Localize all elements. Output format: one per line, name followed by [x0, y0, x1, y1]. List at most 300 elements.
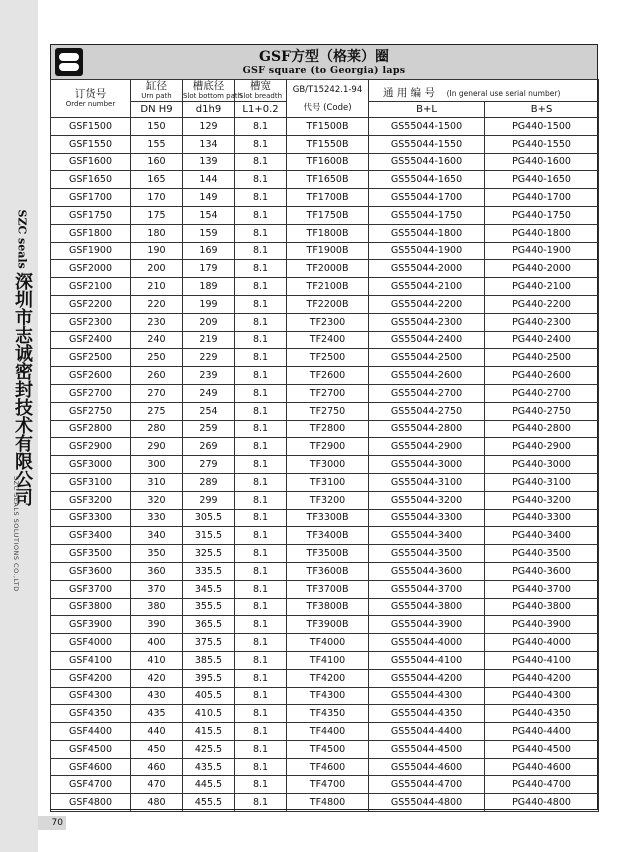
cell-slot-bottom: 209 — [183, 313, 235, 331]
cell-order-number: GSF3400 — [51, 527, 131, 545]
cell-slot-bottom: 269 — [183, 438, 235, 456]
cell-gb-code: TF1800B — [287, 224, 369, 242]
cell-slot-width: 8.1 — [235, 135, 287, 153]
cell-gb-code: TF1500B — [287, 118, 369, 136]
cell-order-number: GSF1650 — [51, 171, 131, 189]
cell-slot-width: 8.1 — [235, 420, 287, 438]
cell-serial-bl: GS55044-2200 — [369, 295, 485, 313]
cell-serial-bl: GS55044-1900 — [369, 242, 485, 260]
cell-gb-code: TF2900 — [287, 438, 369, 456]
header-order-zh: 订货号 — [74, 88, 107, 100]
table-row — [51, 420, 599, 438]
cell-order-number: GSF1600 — [51, 153, 131, 171]
cell-cylinder-bore: 420 — [131, 669, 183, 687]
cell-serial-bs: PG440-1650 — [485, 171, 599, 189]
cell-cylinder-bore: 270 — [131, 384, 183, 402]
cell-serial-bl: GS55044-2300 — [369, 313, 485, 331]
header-bl: B+L — [369, 102, 485, 118]
cell-serial-bl: GS55044-1750 — [369, 206, 485, 224]
cell-slot-bottom: 305.5 — [183, 509, 235, 527]
cell-serial-bl: GS55044-4200 — [369, 669, 485, 687]
cell-serial-bs: PG440-3300 — [485, 509, 599, 527]
cell-serial-bl: GS55044-4400 — [369, 723, 485, 741]
cell-slot-bottom: 249 — [183, 384, 235, 402]
cell-serial-bs: PG440-4400 — [485, 723, 599, 741]
cell-order-number: GSF4200 — [51, 669, 131, 687]
company-logo: SZC seals — [15, 209, 29, 269]
cell-serial-bs: PG440-4300 — [485, 687, 599, 705]
cell-gb-code: TF3300B — [287, 509, 369, 527]
cell-slot-width: 8.1 — [235, 473, 287, 491]
cell-serial-bl: GS55044-3100 — [369, 473, 485, 491]
table-row — [51, 491, 599, 509]
cell-order-number: GSF3700 — [51, 580, 131, 598]
table-row — [51, 562, 599, 580]
cell-serial-bl: GS55044-4700 — [369, 776, 485, 794]
table-row — [51, 723, 599, 741]
cell-cylinder-bore: 250 — [131, 349, 183, 367]
cell-cylinder-bore: 450 — [131, 740, 183, 758]
table-row — [51, 509, 599, 527]
cell-slot-bottom: 325.5 — [183, 545, 235, 563]
cell-cylinder-bore: 165 — [131, 171, 183, 189]
cell-slot-bottom: 385.5 — [183, 651, 235, 669]
cell-slot-width: 8.1 — [235, 723, 287, 741]
cell-slot-width: 8.1 — [235, 349, 287, 367]
cell-serial-bl: GS55044-1800 — [369, 224, 485, 242]
header-cylinder — [131, 80, 183, 102]
cell-serial-bs: PG440-3200 — [485, 491, 599, 509]
table-row — [51, 189, 599, 207]
cell-slot-bottom: 415.5 — [183, 723, 235, 741]
cell-serial-bl: GS55044-4500 — [369, 740, 485, 758]
cell-slot-width: 8.1 — [235, 740, 287, 758]
cell-slot-width: 8.1 — [235, 367, 287, 385]
cell-slot-bottom: 405.5 — [183, 687, 235, 705]
cell-slot-bottom: 395.5 — [183, 669, 235, 687]
cell-serial-bs: PG440-2600 — [485, 367, 599, 385]
cell-gb-code: TF3500B — [287, 545, 369, 563]
cell-order-number: GSF3600 — [51, 562, 131, 580]
cell-serial-bl: GS55044-1550 — [369, 135, 485, 153]
header-bs: B+S — [485, 102, 599, 118]
cell-slot-bottom: 375.5 — [183, 634, 235, 652]
cell-cylinder-bore: 190 — [131, 242, 183, 260]
cell-order-number: GSF3500 — [51, 545, 131, 563]
cell-serial-bs: PG440-4350 — [485, 705, 599, 723]
cell-serial-bs: PG440-4000 — [485, 634, 599, 652]
cell-serial-bs: PG440-4500 — [485, 740, 599, 758]
cell-cylinder-bore: 260 — [131, 367, 183, 385]
cell-cylinder-bore: 280 — [131, 420, 183, 438]
cell-slot-width: 8.1 — [235, 153, 287, 171]
cell-slot-bottom: 365.5 — [183, 616, 235, 634]
cell-gb-code: TF2100B — [287, 278, 369, 296]
header-width-zh: 槽宽 — [250, 80, 271, 92]
cell-serial-bs: PG440-1600 — [485, 153, 599, 171]
cell-serial-bs: PG440-1700 — [485, 189, 599, 207]
cell-cylinder-bore: 410 — [131, 651, 183, 669]
table-row — [51, 580, 599, 598]
cell-order-number: GSF2500 — [51, 349, 131, 367]
cell-serial-bs: PG440-2200 — [485, 295, 599, 313]
cell-slot-width: 8.1 — [235, 687, 287, 705]
cell-gb-code: TF2700 — [287, 384, 369, 402]
cell-slot-bottom: 335.5 — [183, 562, 235, 580]
table-row — [51, 331, 599, 349]
cell-order-number: GSF4000 — [51, 634, 131, 652]
table-row — [51, 206, 599, 224]
table-row — [51, 687, 599, 705]
table-row — [51, 260, 599, 278]
header-slot-sym: d1h9 — [183, 102, 235, 118]
cell-slot-width: 8.1 — [235, 189, 287, 207]
cell-slot-bottom: 259 — [183, 420, 235, 438]
cell-cylinder-bore: 440 — [131, 723, 183, 741]
cell-slot-bottom: 455.5 — [183, 794, 235, 812]
cell-gb-code: TF2200B — [287, 295, 369, 313]
cell-serial-bs: PG440-4200 — [485, 669, 599, 687]
cell-order-number: GSF4350 — [51, 705, 131, 723]
cell-slot-bottom: 219 — [183, 331, 235, 349]
cell-serial-bs: PG440-2750 — [485, 402, 599, 420]
cell-order-number: GSF3800 — [51, 598, 131, 616]
cell-serial-bl: GS55044-4600 — [369, 758, 485, 776]
cell-gb-code: TF3400B — [287, 527, 369, 545]
page-subtitle: GSF square (to Georgia) laps — [242, 65, 406, 76]
cell-order-number: GSF3000 — [51, 456, 131, 474]
cell-serial-bl: GS55044-3800 — [369, 598, 485, 616]
cell-gb-code: TF1700B — [287, 189, 369, 207]
cell-gb-code: TF2300 — [287, 313, 369, 331]
header-width — [235, 80, 287, 102]
cell-slot-bottom: 189 — [183, 278, 235, 296]
cell-serial-bl: GS55044-2750 — [369, 402, 485, 420]
cell-slot-bottom: 144 — [183, 171, 235, 189]
cell-serial-bs: PG440-4100 — [485, 651, 599, 669]
table-row — [51, 634, 599, 652]
cell-cylinder-bore: 200 — [131, 260, 183, 278]
cell-cylinder-bore: 220 — [131, 295, 183, 313]
cell-cylinder-bore: 240 — [131, 331, 183, 349]
table-row — [51, 527, 599, 545]
cell-serial-bs: PG440-3100 — [485, 473, 599, 491]
cell-slot-width: 8.1 — [235, 278, 287, 296]
table-row — [51, 669, 599, 687]
cell-serial-bs: PG440-2000 — [485, 260, 599, 278]
cell-serial-bl: GS55044-3900 — [369, 616, 485, 634]
cell-serial-bs: PG440-3900 — [485, 616, 599, 634]
cell-serial-bs: PG440-4800 — [485, 794, 599, 812]
cell-gb-code: TF1550B — [287, 135, 369, 153]
header-gb-code: 代号 (Code) — [303, 102, 352, 113]
cell-order-number: GSF2100 — [51, 278, 131, 296]
cell-serial-bs: PG440-3400 — [485, 527, 599, 545]
cell-cylinder-bore: 290 — [131, 438, 183, 456]
cell-slot-width: 8.1 — [235, 509, 287, 527]
cell-serial-bl: GS55044-3000 — [369, 456, 485, 474]
cell-serial-bs: PG440-2900 — [485, 438, 599, 456]
cell-slot-bottom: 445.5 — [183, 776, 235, 794]
cell-slot-width: 8.1 — [235, 491, 287, 509]
cell-order-number: GSF2700 — [51, 384, 131, 402]
cell-slot-bottom: 179 — [183, 260, 235, 278]
cell-serial-bl: GS55044-1700 — [369, 189, 485, 207]
cell-gb-code: TF4200 — [287, 669, 369, 687]
cell-serial-bl: GS55044-2700 — [369, 384, 485, 402]
cell-serial-bs: PG440-2100 — [485, 278, 599, 296]
company-name-zh: 深圳市志诚密封技术有限公司 — [12, 272, 33, 506]
cell-cylinder-bore: 230 — [131, 313, 183, 331]
cell-serial-bl: GS55044-2600 — [369, 367, 485, 385]
cell-order-number: GSF1900 — [51, 242, 131, 260]
cell-slot-bottom: 229 — [183, 349, 235, 367]
cell-gb-code: TF1900B — [287, 242, 369, 260]
header-slot-en: Slot bottom path — [183, 92, 243, 100]
table-row — [51, 616, 599, 634]
cell-slot-width: 8.1 — [235, 242, 287, 260]
cell-gb-code: TF4000 — [287, 634, 369, 652]
cell-serial-bs: PG440-2700 — [485, 384, 599, 402]
cell-order-number: GSF4400 — [51, 723, 131, 741]
cell-order-number: GSF1550 — [51, 135, 131, 153]
cell-order-number: GSF4300 — [51, 687, 131, 705]
cell-cylinder-bore: 320 — [131, 491, 183, 509]
cell-gb-code: TF3200 — [287, 491, 369, 509]
cell-serial-bl: GS55044-1650 — [369, 171, 485, 189]
cell-slot-width: 8.1 — [235, 331, 287, 349]
cell-slot-width: 8.1 — [235, 669, 287, 687]
cell-slot-width: 8.1 — [235, 206, 287, 224]
cell-serial-bl: GS55044-3200 — [369, 491, 485, 509]
header-gb-standard: GB/T15242.1-94 — [292, 84, 363, 95]
spec-table — [50, 79, 599, 812]
cell-slot-width: 8.1 — [235, 580, 287, 598]
cell-gb-code: TF2400 — [287, 331, 369, 349]
cell-cylinder-bore: 390 — [131, 616, 183, 634]
cell-order-number: GSF1500 — [51, 118, 131, 136]
cell-serial-bs: PG440-1750 — [485, 206, 599, 224]
header-slot-zh: 槽底径 — [192, 80, 225, 92]
cell-order-number: GSF1750 — [51, 206, 131, 224]
cell-slot-bottom: 159 — [183, 224, 235, 242]
cell-cylinder-bore: 155 — [131, 135, 183, 153]
cell-slot-bottom: 355.5 — [183, 598, 235, 616]
cell-order-number: GSF2600 — [51, 367, 131, 385]
table-row — [51, 295, 599, 313]
table-row — [51, 758, 599, 776]
cell-slot-width: 8.1 — [235, 313, 287, 331]
table-row — [51, 438, 599, 456]
cell-slot-width: 8.1 — [235, 402, 287, 420]
cell-serial-bs: PG440-3700 — [485, 580, 599, 598]
sidebar-band — [0, 0, 38, 852]
cell-slot-bottom: 410.5 — [183, 705, 235, 723]
header-slot — [183, 80, 243, 102]
cell-gb-code: TF3700B — [287, 580, 369, 598]
cell-slot-width: 8.1 — [235, 616, 287, 634]
cell-serial-bl: GS55044-2000 — [369, 260, 485, 278]
cell-serial-bl: GS55044-4000 — [369, 634, 485, 652]
cell-serial-bs: PG440-2800 — [485, 420, 599, 438]
cell-serial-bs: PG440-2400 — [485, 331, 599, 349]
header-order-en: Order number — [65, 100, 116, 108]
cell-cylinder-bore: 340 — [131, 527, 183, 545]
cell-gb-code: TF4800 — [287, 794, 369, 812]
header-gb — [287, 80, 369, 118]
table-row — [51, 384, 599, 402]
company-name-en: SZC SEALS SOLUTIONS CO.,LTD — [12, 476, 20, 592]
cell-serial-bs: PG440-2300 — [485, 313, 599, 331]
header-width-sym: L1+0.2 — [235, 102, 287, 118]
cell-slot-width: 8.1 — [235, 758, 287, 776]
cell-gb-code: TF3100 — [287, 473, 369, 491]
cell-gb-code: TF4400 — [287, 723, 369, 741]
cell-gb-code: TF1650B — [287, 171, 369, 189]
cell-slot-width: 8.1 — [235, 295, 287, 313]
cell-serial-bs: PG440-4600 — [485, 758, 599, 776]
cell-cylinder-bore: 180 — [131, 224, 183, 242]
cell-cylinder-bore: 275 — [131, 402, 183, 420]
cell-gb-code: TF4500 — [287, 740, 369, 758]
cell-serial-bl: GS55044-2900 — [369, 438, 485, 456]
cell-order-number: GSF2900 — [51, 438, 131, 456]
cell-slot-width: 8.1 — [235, 456, 287, 474]
cell-cylinder-bore: 470 — [131, 776, 183, 794]
cell-gb-code: TF2600 — [287, 367, 369, 385]
table-row — [51, 242, 599, 260]
cell-cylinder-bore: 380 — [131, 598, 183, 616]
cell-serial-bs: PG440-1500 — [485, 118, 599, 136]
table-row — [51, 740, 599, 758]
cell-cylinder-bore: 175 — [131, 206, 183, 224]
cell-order-number: GSF2200 — [51, 295, 131, 313]
cell-order-number: GSF1700 — [51, 189, 131, 207]
table-row — [51, 349, 599, 367]
header-cylinder-sym: DN H9 — [131, 102, 183, 118]
cell-slot-width: 8.1 — [235, 705, 287, 723]
cell-order-number: GSF4100 — [51, 651, 131, 669]
cell-order-number: GSF2300 — [51, 313, 131, 331]
cell-cylinder-bore: 160 — [131, 153, 183, 171]
cell-serial-bs: PG440-4700 — [485, 776, 599, 794]
cell-slot-bottom: 149 — [183, 189, 235, 207]
cell-order-number: GSF3200 — [51, 491, 131, 509]
cell-gb-code: TF2800 — [287, 420, 369, 438]
header-order — [51, 80, 131, 118]
cell-order-number: GSF3900 — [51, 616, 131, 634]
table-row — [51, 473, 599, 491]
cell-slot-bottom: 279 — [183, 456, 235, 474]
cell-serial-bs: PG440-2500 — [485, 349, 599, 367]
cell-serial-bs: PG440-1800 — [485, 224, 599, 242]
cell-cylinder-bore: 360 — [131, 562, 183, 580]
cell-order-number: GSF3300 — [51, 509, 131, 527]
cell-serial-bs: PG440-3500 — [485, 545, 599, 563]
header-width-en: Slot breadth — [238, 92, 283, 100]
cell-slot-width: 8.1 — [235, 776, 287, 794]
cell-slot-bottom: 299 — [183, 491, 235, 509]
cell-slot-width: 8.1 — [235, 384, 287, 402]
table-row — [51, 794, 599, 812]
cell-gb-code: TF3600B — [287, 562, 369, 580]
cell-serial-bl: GS55044-2500 — [369, 349, 485, 367]
cell-serial-bl: GS55044-3400 — [369, 527, 485, 545]
cell-order-number: GSF2400 — [51, 331, 131, 349]
cell-order-number: GSF2800 — [51, 420, 131, 438]
cell-serial-bl: GS55044-1600 — [369, 153, 485, 171]
cell-order-number: GSF4800 — [51, 794, 131, 812]
table-row — [51, 278, 599, 296]
table-row — [51, 402, 599, 420]
cell-cylinder-bore: 150 — [131, 118, 183, 136]
cell-order-number: GSF4600 — [51, 758, 131, 776]
cell-cylinder-bore: 350 — [131, 545, 183, 563]
cell-order-number: GSF4700 — [51, 776, 131, 794]
cell-slot-width: 8.1 — [235, 545, 287, 563]
cell-serial-bl: GS55044-3700 — [369, 580, 485, 598]
cell-slot-width: 8.1 — [235, 171, 287, 189]
cell-cylinder-bore: 370 — [131, 580, 183, 598]
cell-slot-width: 8.1 — [235, 634, 287, 652]
cell-serial-bl: GS55044-4100 — [369, 651, 485, 669]
cell-gb-code: TF2000B — [287, 260, 369, 278]
cell-order-number: GSF2750 — [51, 402, 131, 420]
cell-slot-width: 8.1 — [235, 527, 287, 545]
cell-slot-bottom: 199 — [183, 295, 235, 313]
cell-order-number: GSF2000 — [51, 260, 131, 278]
table-row — [51, 367, 599, 385]
cell-serial-bl: GS55044-4300 — [369, 687, 485, 705]
table-row — [51, 118, 599, 136]
cell-serial-bs: PG440-3600 — [485, 562, 599, 580]
cell-cylinder-bore: 170 — [131, 189, 183, 207]
table-row — [51, 456, 599, 474]
cell-serial-bl: GS55044-2400 — [369, 331, 485, 349]
header-general — [369, 80, 599, 102]
cell-slot-bottom: 345.5 — [183, 580, 235, 598]
cell-slot-bottom: 289 — [183, 473, 235, 491]
cell-slot-width: 8.1 — [235, 794, 287, 812]
cell-slot-bottom: 425.5 — [183, 740, 235, 758]
cell-cylinder-bore: 435 — [131, 705, 183, 723]
header-general-en: (In general use serial number) — [446, 89, 561, 98]
cell-order-number: GSF3100 — [51, 473, 131, 491]
cell-serial-bl: GS55044-2100 — [369, 278, 485, 296]
cell-serial-bs: PG440-3000 — [485, 456, 599, 474]
table-row — [51, 545, 599, 563]
cell-slot-bottom: 139 — [183, 153, 235, 171]
cell-serial-bs: PG440-1900 — [485, 242, 599, 260]
table-row — [51, 153, 599, 171]
cell-slot-width: 8.1 — [235, 562, 287, 580]
cell-slot-width: 8.1 — [235, 438, 287, 456]
cell-serial-bl: GS55044-2800 — [369, 420, 485, 438]
cell-gb-code: TF3900B — [287, 616, 369, 634]
table-row — [51, 313, 599, 331]
header-general-zh: 通 用 编 号 — [383, 87, 436, 99]
cell-cylinder-bore: 480 — [131, 794, 183, 812]
cell-gb-code: TF4700 — [287, 776, 369, 794]
cell-cylinder-bore: 310 — [131, 473, 183, 491]
cell-serial-bl: GS55044-1500 — [369, 118, 485, 136]
cell-slot-width: 8.1 — [235, 260, 287, 278]
cell-slot-bottom: 315.5 — [183, 527, 235, 545]
cell-gb-code: TF2750 — [287, 402, 369, 420]
cell-gb-code: TF4300 — [287, 687, 369, 705]
cell-serial-bl: GS55044-3300 — [369, 509, 485, 527]
cell-slot-bottom: 239 — [183, 367, 235, 385]
